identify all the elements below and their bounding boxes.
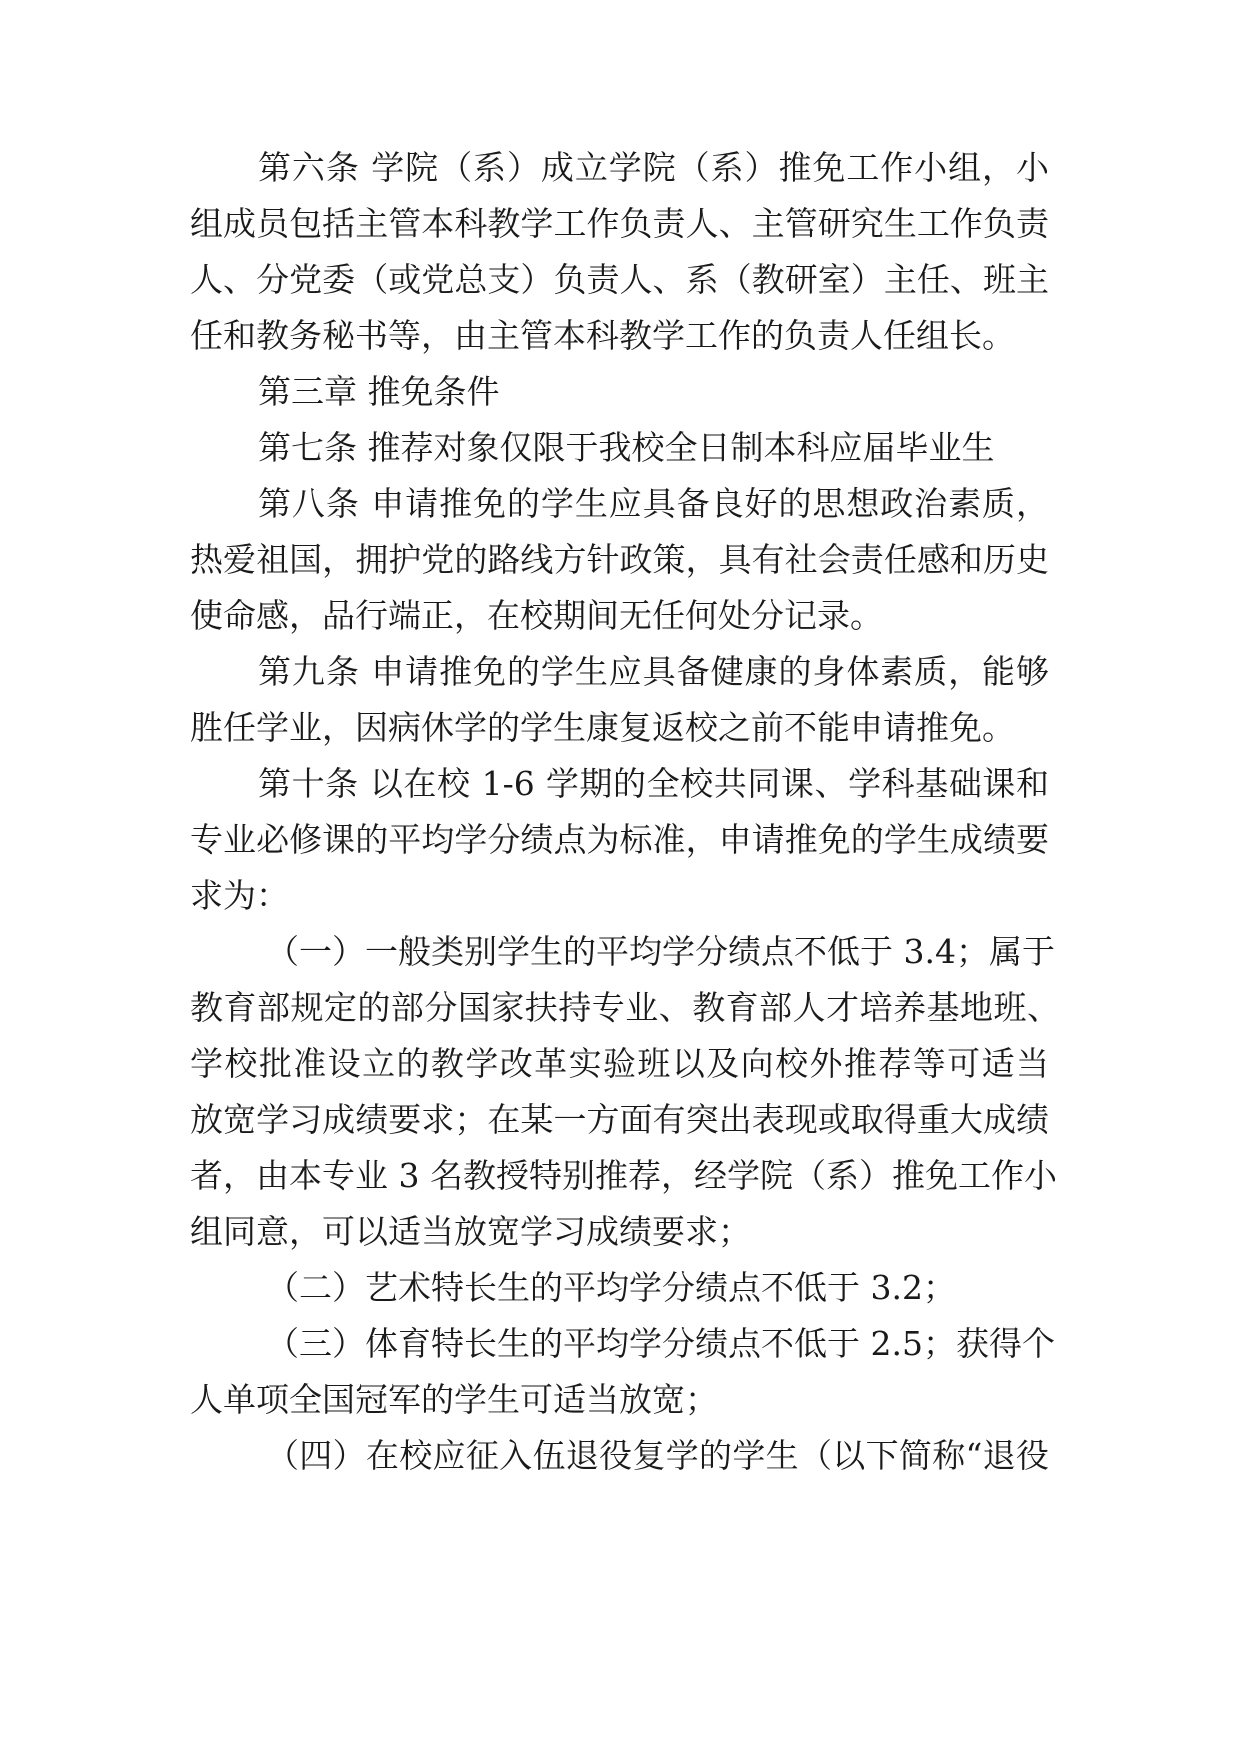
article-8-line-1: 第八条 申请推免的学生应具备良好的思想政治素质， [258, 484, 1049, 523]
article-6-line-2: 组成员包括主管本科教学工作负责人、主管研究生工作负责 [190, 204, 1049, 243]
article-8-line-2: 热爱祖国，拥护党的路线方针政策，具有社会责任感和历史 [190, 540, 1049, 579]
item-1-line-6: 组同意，可以适当放宽学习成绩要求； [190, 1212, 751, 1251]
article-6-line-1: 第六条 学院（系）成立学院（系）推免工作小组，小 [258, 148, 1049, 187]
article-9-line-1: 第九条 申请推免的学生应具备健康的身体素质，能够 [258, 652, 1049, 691]
item-3-line-1: （三）体育特长生的平均学分绩点不低于 2.5；获得个 [266, 1324, 1055, 1363]
item-3-line-2: 人单项全国冠军的学生可适当放宽； [190, 1380, 718, 1419]
article-7-line-1: 第七条 推荐对象仅限于我校全日制本科应届毕业生 [258, 428, 995, 467]
article-10-line-2: 专业必修课的平均学分绩点为标准，申请推免的学生成绩要 [190, 820, 1049, 859]
chapter-3-heading: 第三章 推免条件 [258, 372, 500, 411]
article-10-line-1: 第十条 以在校 1-6 学期的全校共同课、学科基础课和 [258, 764, 1049, 803]
item-1-line-5: 者，由本专业 3 名教授特别推荐，经学院（系）推免工作小 [190, 1156, 1057, 1195]
article-6-line-4: 任和教务秘书等，由主管本科教学工作的负责人任组长。 [190, 316, 1015, 355]
item-4-line-1: （四）在校应征入伍退役复学的学生（以下简称“退役 [266, 1436, 1049, 1475]
item-1-line-3: 学校批准设立的教学改革实验班以及向校外推荐等可适当 [190, 1044, 1049, 1083]
item-1-line-2: 教育部规定的部分国家扶持专业、教育部人才培养基地班、 [190, 988, 1060, 1027]
item-2-line-1: （二）艺术特长生的平均学分绩点不低于 3.2； [266, 1268, 956, 1307]
item-1-line-1: （一）一般类别学生的平均学分绩点不低于 3.4；属于 [266, 932, 1055, 971]
article-9-line-2: 胜任学业，因病休学的学生康复返校之前不能申请推免。 [190, 708, 1015, 747]
article-10-line-3: 求为： [190, 876, 289, 915]
article-6-line-3: 人、分党委（或党总支）负责人、系（教研室）主任、班主 [190, 260, 1049, 299]
item-1-line-4: 放宽学习成绩要求；在某一方面有突出表现或取得重大成绩 [190, 1100, 1049, 1139]
article-8-line-3: 使命感，品行端正，在校期间无任何处分记录。 [190, 596, 883, 635]
